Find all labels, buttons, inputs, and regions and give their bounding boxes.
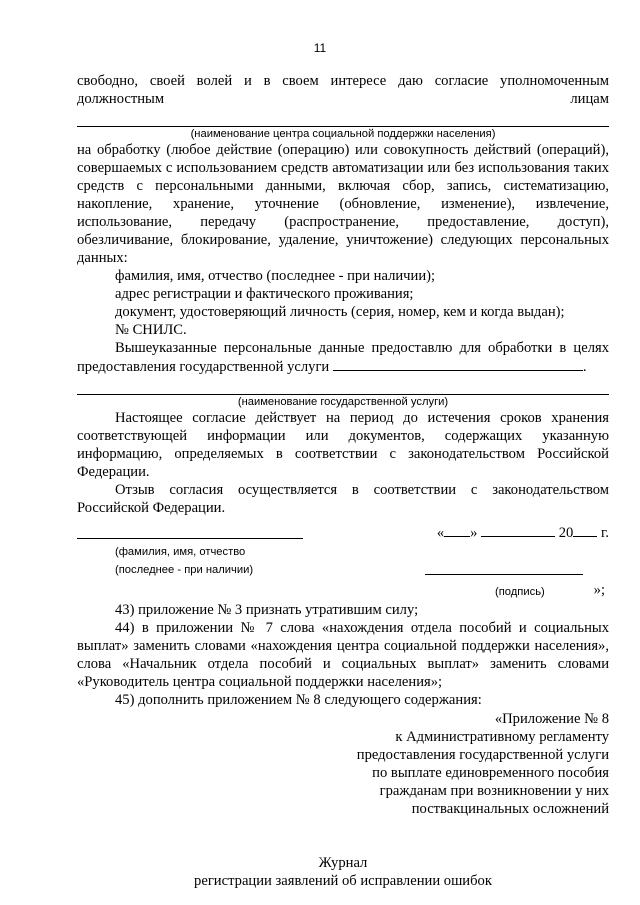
amendment-item: 45) дополнить приложением № 8 следующего содержания: [115,692,482,708]
data-list-item: фамилия, имя, отчество (последнее - при наличии); [115,268,436,284]
data-list-item: адрес регистрации и фактического проживания; [115,286,414,302]
processing-paragraph: на обработку (любое действие (операцию) или совокупность действий (операций), совершаемых с использованием средств автоматизации или без использования таких средств с персональными данными, включая сбор, запись, систематизацию, накопление, хранение, уточнение (обновление, изменение), извлечение, использование, передачу (распространение, предоставление, доступ), обезличивание, блокирование, удаление, уничтожение) следующих персональных данных: [77,142,609,266]
consent-line-2 [77,90,609,108]
journal-title: Журнал [318,855,368,871]
appendix-header-line: поствакцинальных осложнений [411,801,609,817]
appendix-header-line: к Административному регламенту [395,729,609,745]
consent-line-2-right: лицам [570,91,609,107]
appendix-header-line: «Приложение № 8 [494,711,609,727]
appendix-header-line: гражданам при возникновении у них [379,783,609,799]
consent-line-2-left: должностным [77,91,165,107]
signature-blank-line [425,574,583,575]
term-paragraph: Настоящее согласие действует на период до истечения сроков хранения соответствующей информации или документов, содержащих указанную информацию, определяемых в соответствии с законодательством Российской Федерации. [77,410,609,480]
appendix-header [77,710,609,818]
appendix-header-line: предоставления государственной услуги [356,747,609,763]
appendix-header-line: по выплате единовременного пособия [372,765,609,781]
purpose-text: Вышеуказанные персональные данные предоставлю для обработки в целях предоставления государственной услуги [77,340,609,375]
signature-date-row [77,523,609,543]
service-name-blank [333,357,583,371]
fio-caption-line-2: (последнее - при наличии) [115,564,254,576]
fio-blank-line [77,538,303,539]
consent-line-1: свободно, своей волей и в своем интересе даю согласие уполномоченным [77,73,609,89]
amendment-item: 43) приложение № 3 признать утратившим силу; [115,602,419,618]
date-field: « » 20 г. [436,525,609,541]
signature-caption-row [77,579,609,601]
signature-close-quote: »; [593,582,605,598]
data-list-item: документ, удостоверяющий личность (серия, номер, кем и когда выдан); [115,304,565,320]
center-name-caption: (наименование центра социальной поддержки населения) [190,128,496,140]
signature-caption: (подпись) [495,586,545,598]
page-number: 11 [313,41,327,55]
center-name-blank-line [77,110,609,127]
journal-subtitle: регистрации заявлений об исправлении ошибок [194,873,492,889]
amendment-item: 44) в приложении № 7 слова «нахождения отдела пособий и социальных выплат» заменить словами «нахождения центра социальной поддержки населения», слова «Начальник отдела пособий и социальных выплат» заменить словами «Руководитель центра социальной поддержки населения»; [77,620,609,690]
purpose-period: . [582,359,587,375]
document-body [77,72,609,890]
date-month-blank [481,523,555,537]
date-year-blank [573,523,597,537]
date-day-blank [444,523,470,537]
data-list-item: № СНИЛС. [115,322,187,338]
revoke-paragraph: Отзыв согласия осуществляется в соответствии с законодательством Российской Федерации. [77,482,609,516]
fio-caption-line-1: (фамилия, имя, отчество [115,546,246,558]
service-name-blank-line [77,378,609,395]
service-name-caption: (наименование государственной услуги) [237,396,449,408]
purpose-paragraph [77,339,609,376]
fio-caption-row-2 [77,561,609,579]
